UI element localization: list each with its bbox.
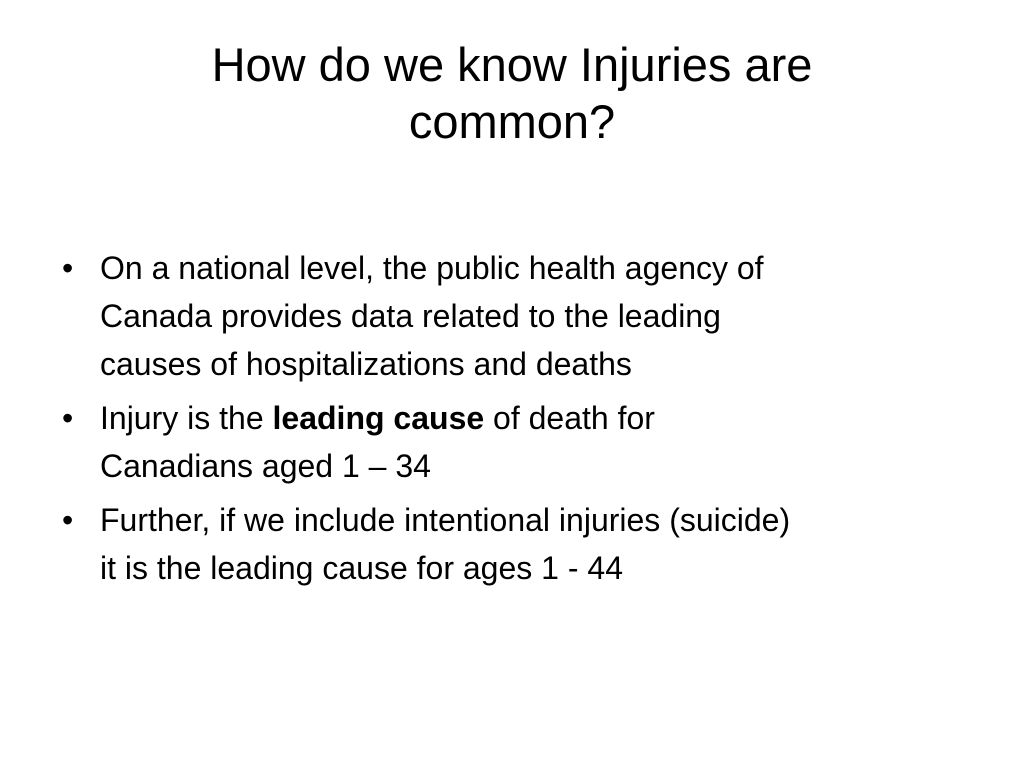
bullet-line: On a national level, the public health agency of <box>100 250 764 286</box>
bullet-text-segment: Injury is the <box>100 400 273 436</box>
bullet-item <box>62 394 982 490</box>
bullet-line: Canada provides data related to the leading <box>100 298 721 334</box>
slide-title <box>80 36 944 150</box>
bullet-text <box>100 244 982 388</box>
bullet-text <box>100 394 982 490</box>
emphasis-text: leading cause <box>272 400 485 436</box>
bullet-line: Canadians aged 1 – 34 <box>100 448 431 484</box>
bullet-text <box>100 496 982 592</box>
bullet-item <box>62 496 982 592</box>
bullet-line: Further, if we include intentional injuries (suicide) <box>100 502 791 538</box>
bullet-text-segment: of death for <box>484 400 655 436</box>
bullet-line: it is the leading cause for ages 1 - 44 <box>100 550 623 586</box>
bullet-icon: • <box>62 502 74 538</box>
bullet-icon: • <box>62 250 74 286</box>
bullet-line: causes of hospitalizations and deaths <box>100 346 632 382</box>
bullet-line <box>100 394 982 442</box>
slide-title-line: common? <box>408 95 616 148</box>
bullet-item <box>62 244 982 388</box>
slide-title-line: How do we know Injuries are <box>211 38 813 91</box>
bullet-icon: • <box>62 400 74 436</box>
bullet-list <box>62 244 982 598</box>
